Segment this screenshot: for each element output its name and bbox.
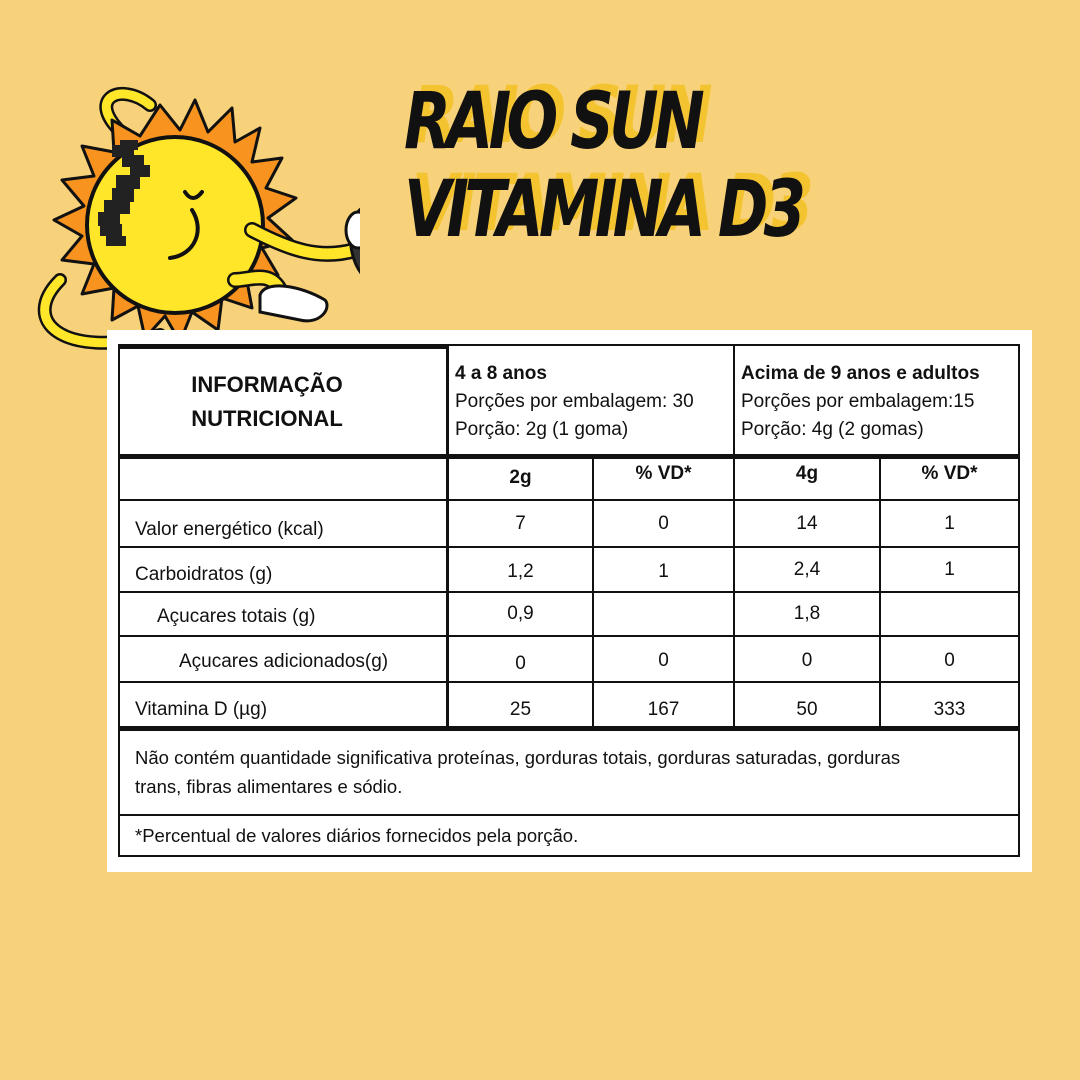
row-label-energy: Valor energético (kcal) (135, 519, 324, 540)
left-border (118, 344, 120, 857)
cell: 0,9 (507, 603, 534, 624)
cell: 0 (658, 650, 669, 671)
cell: 1 (944, 559, 955, 580)
table-title-line-2: NUTRICIONAL (191, 406, 343, 431)
table-bottom-rule (119, 726, 1019, 731)
row-label-total-sugars: Açucares totais (g) (157, 606, 316, 627)
col-header-vd-1: % VD* (635, 463, 692, 484)
cell: 1,8 (793, 603, 821, 624)
note-rule (119, 814, 1019, 816)
cell: 7 (515, 513, 526, 534)
table-title-line-1: INFORMAÇÃO (191, 372, 343, 397)
cell: 1,2 (507, 561, 534, 582)
group-2-portion: Porção: 4g (2 gomas) (741, 419, 924, 440)
nutrient-note-line-1: Não contém quantidade significativa proteínas, gorduras totais, gorduras saturadas, gorduras (135, 747, 901, 768)
row-rule (119, 591, 1019, 593)
nutrient-note-line-2: trans, fibras alimentares e sódio. (135, 776, 403, 797)
cell: 14 (796, 513, 818, 534)
cell: 167 (647, 699, 680, 720)
row-rule (119, 546, 1019, 548)
row-label-vitamin-d: Vitamina D (µg) (135, 699, 268, 720)
group-1-heading: 4 a 8 anos (455, 363, 547, 384)
row-rule (119, 499, 1019, 501)
col-header-2g: 2g (509, 467, 532, 488)
sun-mascot-icon (20, 80, 360, 370)
header-bottom-rule (119, 454, 1019, 459)
cell: 1 (658, 561, 669, 582)
group-2-header (741, 360, 980, 444)
row-label-carbs: Carboidratos (g) (135, 564, 273, 585)
group-1-header (455, 360, 694, 444)
col-header-4g: 4g (795, 463, 819, 484)
row-rule (119, 681, 1019, 683)
header-rule-thick (119, 344, 449, 349)
cell: 1 (944, 513, 955, 534)
row-label-added-sugars: Açucares adicionados(g) (179, 651, 389, 672)
cell: 2,4 (793, 559, 821, 580)
row-rule (119, 635, 1019, 637)
right-border (1018, 344, 1020, 857)
title-line-2: VITAMINA D3 (404, 165, 802, 255)
cell: 25 (509, 699, 532, 720)
col-header-vd-2: % VD* (921, 463, 978, 484)
group-1-servings: Porções por embalagem: 30 (455, 391, 694, 412)
sun-mascot-illustration (20, 80, 360, 370)
table-title (127, 368, 407, 436)
cell: 333 (933, 699, 966, 720)
group-1-portion: Porção: 2g (1 goma) (455, 419, 629, 440)
group-2-servings: Porções por embalagem:15 (741, 391, 975, 412)
nutrient-note (135, 743, 900, 801)
cell: 0 (658, 513, 669, 534)
nutrition-facts-panel (107, 330, 1032, 872)
product-title (404, 77, 802, 255)
cell: 0 (801, 650, 813, 671)
panel-bottom-rule (119, 855, 1019, 857)
group-2-heading: Acima de 9 anos e adultos (741, 363, 980, 384)
daily-value-note: *Percentual de valores diários fornecidos pela porção. (135, 825, 579, 846)
cell: 0 (515, 653, 526, 674)
cell: 0 (944, 650, 955, 671)
title-line-1: RAIO SUN (404, 77, 701, 167)
cell: 50 (796, 699, 818, 720)
